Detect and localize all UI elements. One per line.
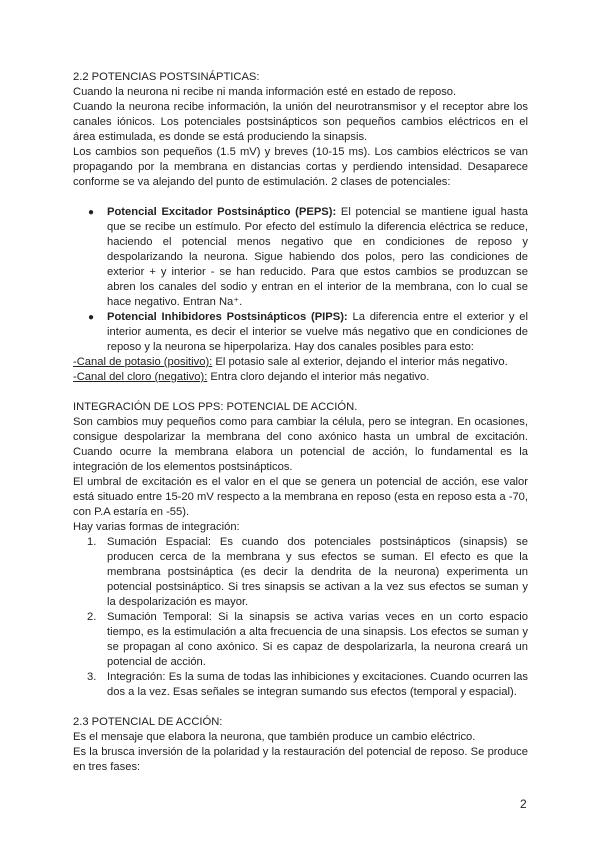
paragraph: Cuando la neurona ni recibe ni manda información esté en estado de reposo. [73, 86, 457, 98]
list-item-sumacion-espacial [73, 535, 528, 610]
channel-chlorine-label: -Canal del cloro (negativo): [73, 371, 208, 383]
channel-potassium [73, 355, 528, 370]
page-number: 2 [520, 797, 527, 811]
spacer [73, 700, 528, 715]
paragraph: Hay varias formas de integración: [73, 521, 240, 533]
list-item-sumacion-temporal [73, 610, 528, 670]
paragraph: Son cambios muy pequeños como para cambiar la célula, pero se integran. En ocasiones, consigue despolarizar la membrana del cono axónico hasta un umbral de excitación. Cuando ocurre la membrana elabora un potencial de acción, lo fundamental es la integración de los elementos postsinápticos. [73, 416, 528, 473]
section-heading-potencial-accion: 2.3 POTENCIAL DE ACCIÓN: [73, 716, 223, 728]
channel-potassium-label: -Canal de potasio (positivo): [73, 356, 213, 368]
channel-potassium-text: El potasio sale al exterior, dejando el interior más negativo. [212, 356, 508, 368]
page-content [73, 70, 528, 775]
list-number: 3. [87, 671, 97, 683]
list-number: 2. [87, 611, 97, 623]
term-pips: Potencial Inhibidores Postsinápticos (PIPS): [107, 311, 348, 323]
section-heading-integracion: INTEGRACIÓN DE LOS PPS: POTENCIAL DE ACCIÓN. [73, 401, 358, 413]
list-item-text: Sumación Espacial: Es cuando dos potenciales postsinápticos (sinapsis) se producen cerca de la membrana y sus efectos se suman. El efecto es que la membrana postsináptica (es decir la dendrita de la neurona) experimenta un potencial postsináptico. Si tres sinapsis se activan a la vez sus efectos se suman y la despolarización es mayor. [107, 536, 528, 608]
definition-pips: La diferencia entre el exterior y el interior aumenta, es decir el interior se vuelve más negativo que en condiciones de reposo y la neurona se hiperpolariza. Hay dos canales posibles para esto: [107, 311, 528, 353]
channel-chlorine [73, 370, 528, 385]
paragraph: Los cambios son pequeños (1.5 mV) y breves (10-15 ms). Los cambios eléctricos se van propagando por la membrana en distancias cortas y perdiendo intensidad. Desaparece conforme se va alejando del punto de estimulación. 2 clases de potenciales: [73, 146, 528, 188]
list-item-integracion [73, 670, 528, 700]
channel-chlorine-text: Entra cloro dejando el interior más negativo. [207, 371, 430, 383]
list-item-peps [73, 205, 528, 310]
section-heading-potencias: 2.2 POTENCIAS POSTSINÁPTICAS: [73, 71, 260, 83]
paragraph: Es el mensaje que elabora la neurona, que también produce un cambio eléctrico. [73, 731, 476, 743]
paragraph: El umbral de excitación es el valor en el que se genera un potencial de acción, ese valor está situado entre 15-20 mV respecto a la membrana en reposo (esta en reposo esta a -70, con P.A estaría en -55). [73, 476, 528, 518]
list-item-text: Sumación Temporal: Si la sinapsis se activa varias veces en un corto espacio tiempo, es la estimulación a alta frecuencia de una sinapsis. Los efectos se suman y se propagan al cono axónico. Si es capaz de despolarizarla, la neurona creará un potencial de acción. [107, 611, 528, 668]
term-peps: Potencial Excitador Postsináptico (PEPS): [107, 206, 337, 218]
paragraph: Es la brusca inversión de la polaridad y la restauración del potencial de reposo. Se produce en tres fases: [73, 746, 528, 773]
paragraph: Cuando la neurona recibe información, la unión del neurotransmisor y el receptor abre los canales iónicos. Los potenciales postsinápticos son pequeños cambios eléctricos en el área estimulada, es donde se está produciendo la sinapsis. [73, 101, 528, 143]
bullet-icon: ● [88, 312, 95, 323]
spacer [73, 385, 528, 400]
list-item-text: Integración: Es la suma de todas las inhibiciones y excitaciones. Cuando ocurren las dos a la vez. Esas señales se integran sumando sus efectos (temporal y espacial). [107, 671, 528, 698]
bullet-icon: ● [88, 207, 95, 218]
spacer [73, 190, 528, 205]
definition-peps: El potencial se mantiene igual hasta que se recibe un estímulo. Por efecto del estímulo la diferencia eléctrica se reduce, haciendo el potencial menos negativo que en condiciones de reposo y despolarizando la neurona. Sigue habiendo dos polos, pero las condiciones de exterior + y interior - se han reducido. Para que estos cambios se produzcan se abren los canales del sodio y entran en el interior de la membrana, con lo cual se hace negativo. Entran Na⁺. [107, 206, 528, 308]
list-item-pips [73, 310, 528, 355]
potential-types-list [73, 205, 528, 355]
integration-types-list [73, 535, 528, 700]
list-number: 1. [87, 536, 97, 548]
